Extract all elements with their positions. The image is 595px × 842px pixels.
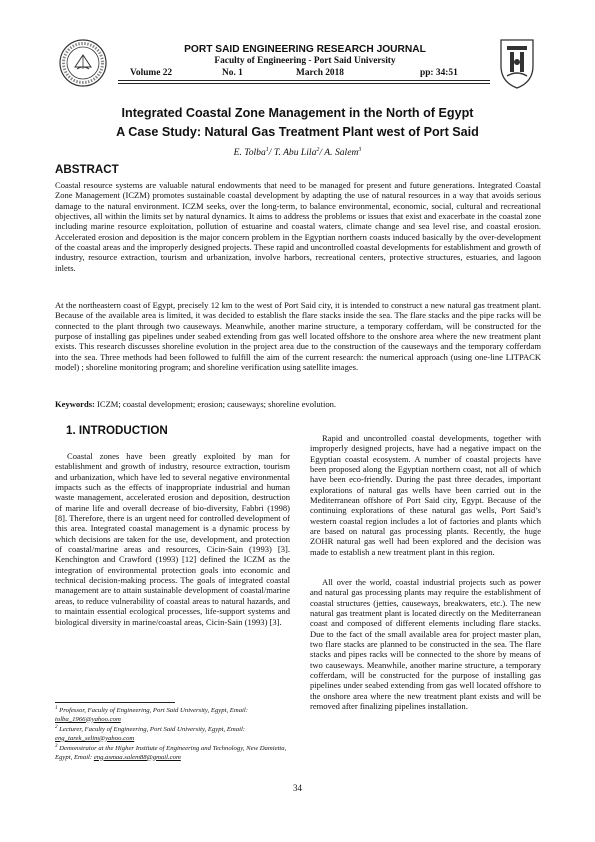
- journal-title: PORT SAID ENGINEERING RESEARCH JOURNAL: [184, 44, 426, 55]
- abstract-heading: ABSTRACT: [55, 163, 119, 176]
- intro-right-paragraph-1: Rapid and uncontrolled coastal developments, together with improperly designed projects, have had a negative impact on the Egyptian coastal ecosystem. A number of coastal projects have been proposed along the Egyptian northern coast, not all of which have been eco-friendly. During the past three decades, important explorations of natural gas wells have been carried out in the Mediterranean offshore of Port Said city, Egypt. Because of the continuing explorations of these natural gas wells, Port Said’s western coastal region includes a lot of factories and plants which are based on natural gas processing plants. Recently, the huge ZOHR natural gas well had been explored and the decision was made to establish a new treatment plant in this region.: [310, 433, 541, 557]
- author-3-affiliation: 3: [358, 147, 362, 153]
- page-range: pp: 34:51: [420, 68, 458, 78]
- university-seal-icon: [58, 38, 108, 88]
- footnote-2-marker: 2: [55, 725, 58, 730]
- intro-left-paragraph: Coastal zones have been greatly exploited by man for establishment and growth of industry, resource extraction, tourism and urbanization, which have led to several negative environmental impacts such as the effects of inappropriate industrial and human waste management, accelerated erosion and deposition, destruction of marine life and overall decrease of bio-diversity, Fabbri (1998) [8]. Therefore, there is an urgent need for controlled development of this area. Integrated coastal management is a dynamic process by which decisions are taken for the use, development, and protection of coastal/marine areas and resources, Cicin-Sain (1993) [3]. Kenchington and Crawford (1993) [12] defined the ICZM as the integration of environmental protection goals into economic and technical decision-making process. The goals of integrated coastal management are to attain sustainable development of coastal/marine areas, to reduce vulnerability of coastal areas to natural hazards, and to maintain essential ecological processes, life-support systems and biological diversity in marine/coastal areas, Cicin-Sain (1993) [3].: [55, 451, 290, 627]
- footnote-2-email[interactable]: eng_tarek_selim@yahoo.com: [55, 734, 135, 742]
- abstract-paragraph-1: Coastal resource systems are valuable natural endowments that need to be managed for present and future generations. Integrated Coastal Zone Management (ICZM) promotes sustainable coastal development by adapting the use of natural resources in a way that avoids serious damage to the natural environment. ICZM seeks, over the long-term, to balance environmental, economic, social, cultural and recreational objectives, all within the limits set by natural dynamics. It aims to address the problems or issues that exist and exacerbate in the coastal zone including marine resource exploitation, pollution of estuarine and coastal waters, climate change and sea level rise, and coastal erosion. Accelerated erosion and deposition is the major concern problem in the Egyptian northern coasts induced basically by the over-development of the coastal areas and the improperly designed projects. These rapid and uncontrolled coastal developments for establishment and growth of industry, resource extraction, tourism and urbanization, involve harbors, recreational centers, protective structures, estuaries, and lagoon inlets.: [55, 180, 541, 273]
- footnote-3-marker: 3: [55, 744, 58, 749]
- issue-date: March 2018: [296, 68, 344, 78]
- author-1: E. Tolba: [233, 147, 266, 159]
- intro-right-paragraph-2: All over the world, coastal industrial projects such as power and natural gas processing plants may require the establishment of coastal structures (jetties, causeways, breakwaters, etc.). The new natural gas treatment plant is located directly on the Mediterranean coast and composed of different elements including flare stacks. Due to the fact of the small available area for project master plan, two flare stacks are planned to be constructed in the sea. The flare stacks and pipes racks will be connected to the shore by means of two causeways. Meanwhile, another marine structure, a temporary cofferdam, will be constructed for the purpose of installing gas pipelines under seabed extending from gas well located offshore to the onshore area where the new treatment plant exists and will be removed after finalizing pipelines installation.: [310, 577, 541, 712]
- page-number: 34: [293, 783, 302, 793]
- keywords-label: Keywords:: [55, 399, 95, 409]
- keywords-text: ICZM; coastal development; erosion; causeways; shoreline evolution.: [94, 399, 337, 409]
- footnote-1-text: Professor, Faculty of Engineering, Port Said University, Egypt, Email:: [57, 707, 249, 715]
- author-1-affiliation: 1: [265, 147, 269, 153]
- issue-number: No. 1: [222, 68, 243, 78]
- footnote-3-text: Demonstrator at the Higher Institute of Engineering and Technology, New Damietta, Egypt, Email:: [55, 745, 287, 761]
- volume-label: Volume 22: [130, 68, 173, 78]
- author-3: / A. Salem: [319, 147, 359, 159]
- faculty-emblem-icon: [497, 36, 537, 90]
- footnote-1-email[interactable]: tolba_1966@yahoo.com: [55, 715, 121, 723]
- footnote-3-email[interactable]: eng.asmaa.salem88@gmail.com: [93, 753, 181, 761]
- author-2-affiliation: 2: [316, 147, 320, 153]
- footnote-1-marker: 1: [55, 706, 58, 711]
- footnote-1: [55, 705, 293, 724]
- header-rule-top: [118, 80, 490, 81]
- footnote-3: [55, 743, 293, 762]
- footnote-2-text: Lecturer, Faculty of Engineering, Port Said University, Egypt, Email:: [57, 726, 246, 734]
- paper-title-line-1: Integrated Coastal Zone Management in the North of Egypt: [121, 106, 474, 120]
- header-rule-bottom: [118, 83, 490, 84]
- footnote-rule: [55, 702, 175, 703]
- footnote-2: [55, 724, 293, 743]
- paper-title-line-2: A Case Study: Natural Gas Treatment Plant west of Port Said: [116, 125, 479, 139]
- abstract-paragraph-2: At the northeastern coast of Egypt, precisely 12 km to the west of Port Said city, it is intended to construct a new natural gas treatment plant. Because of the available area is limited, it was decided to establish the flare stacks inside the sea. The flare stacks and the pipe racks will be connected to the plant through two causeways. Meanwhile, another marine structure, a temporary cofferdam, will be constructed for the purpose of installing gas pipelines under seabed extending from gas well located offshore to the onshore area where the new treatment plant exists. This research discusses shoreline evolution in the project area due to the construction of the causeways and the temporary cofferdam into the sea. Three methods had been followed to fulfill the aim of the current research: the numerical approach (using one-line LITPACK model) ; shoreline monitoring program; and shoreline verification using satellite images.: [55, 300, 541, 373]
- faculty-line: Faculty of Engineering - Port Said University: [214, 56, 396, 66]
- keywords-line: [55, 399, 541, 409]
- introduction-heading: 1. INTRODUCTION: [66, 424, 168, 437]
- author-list: [40, 147, 555, 158]
- author-2: / T. Abu Lila: [268, 147, 317, 159]
